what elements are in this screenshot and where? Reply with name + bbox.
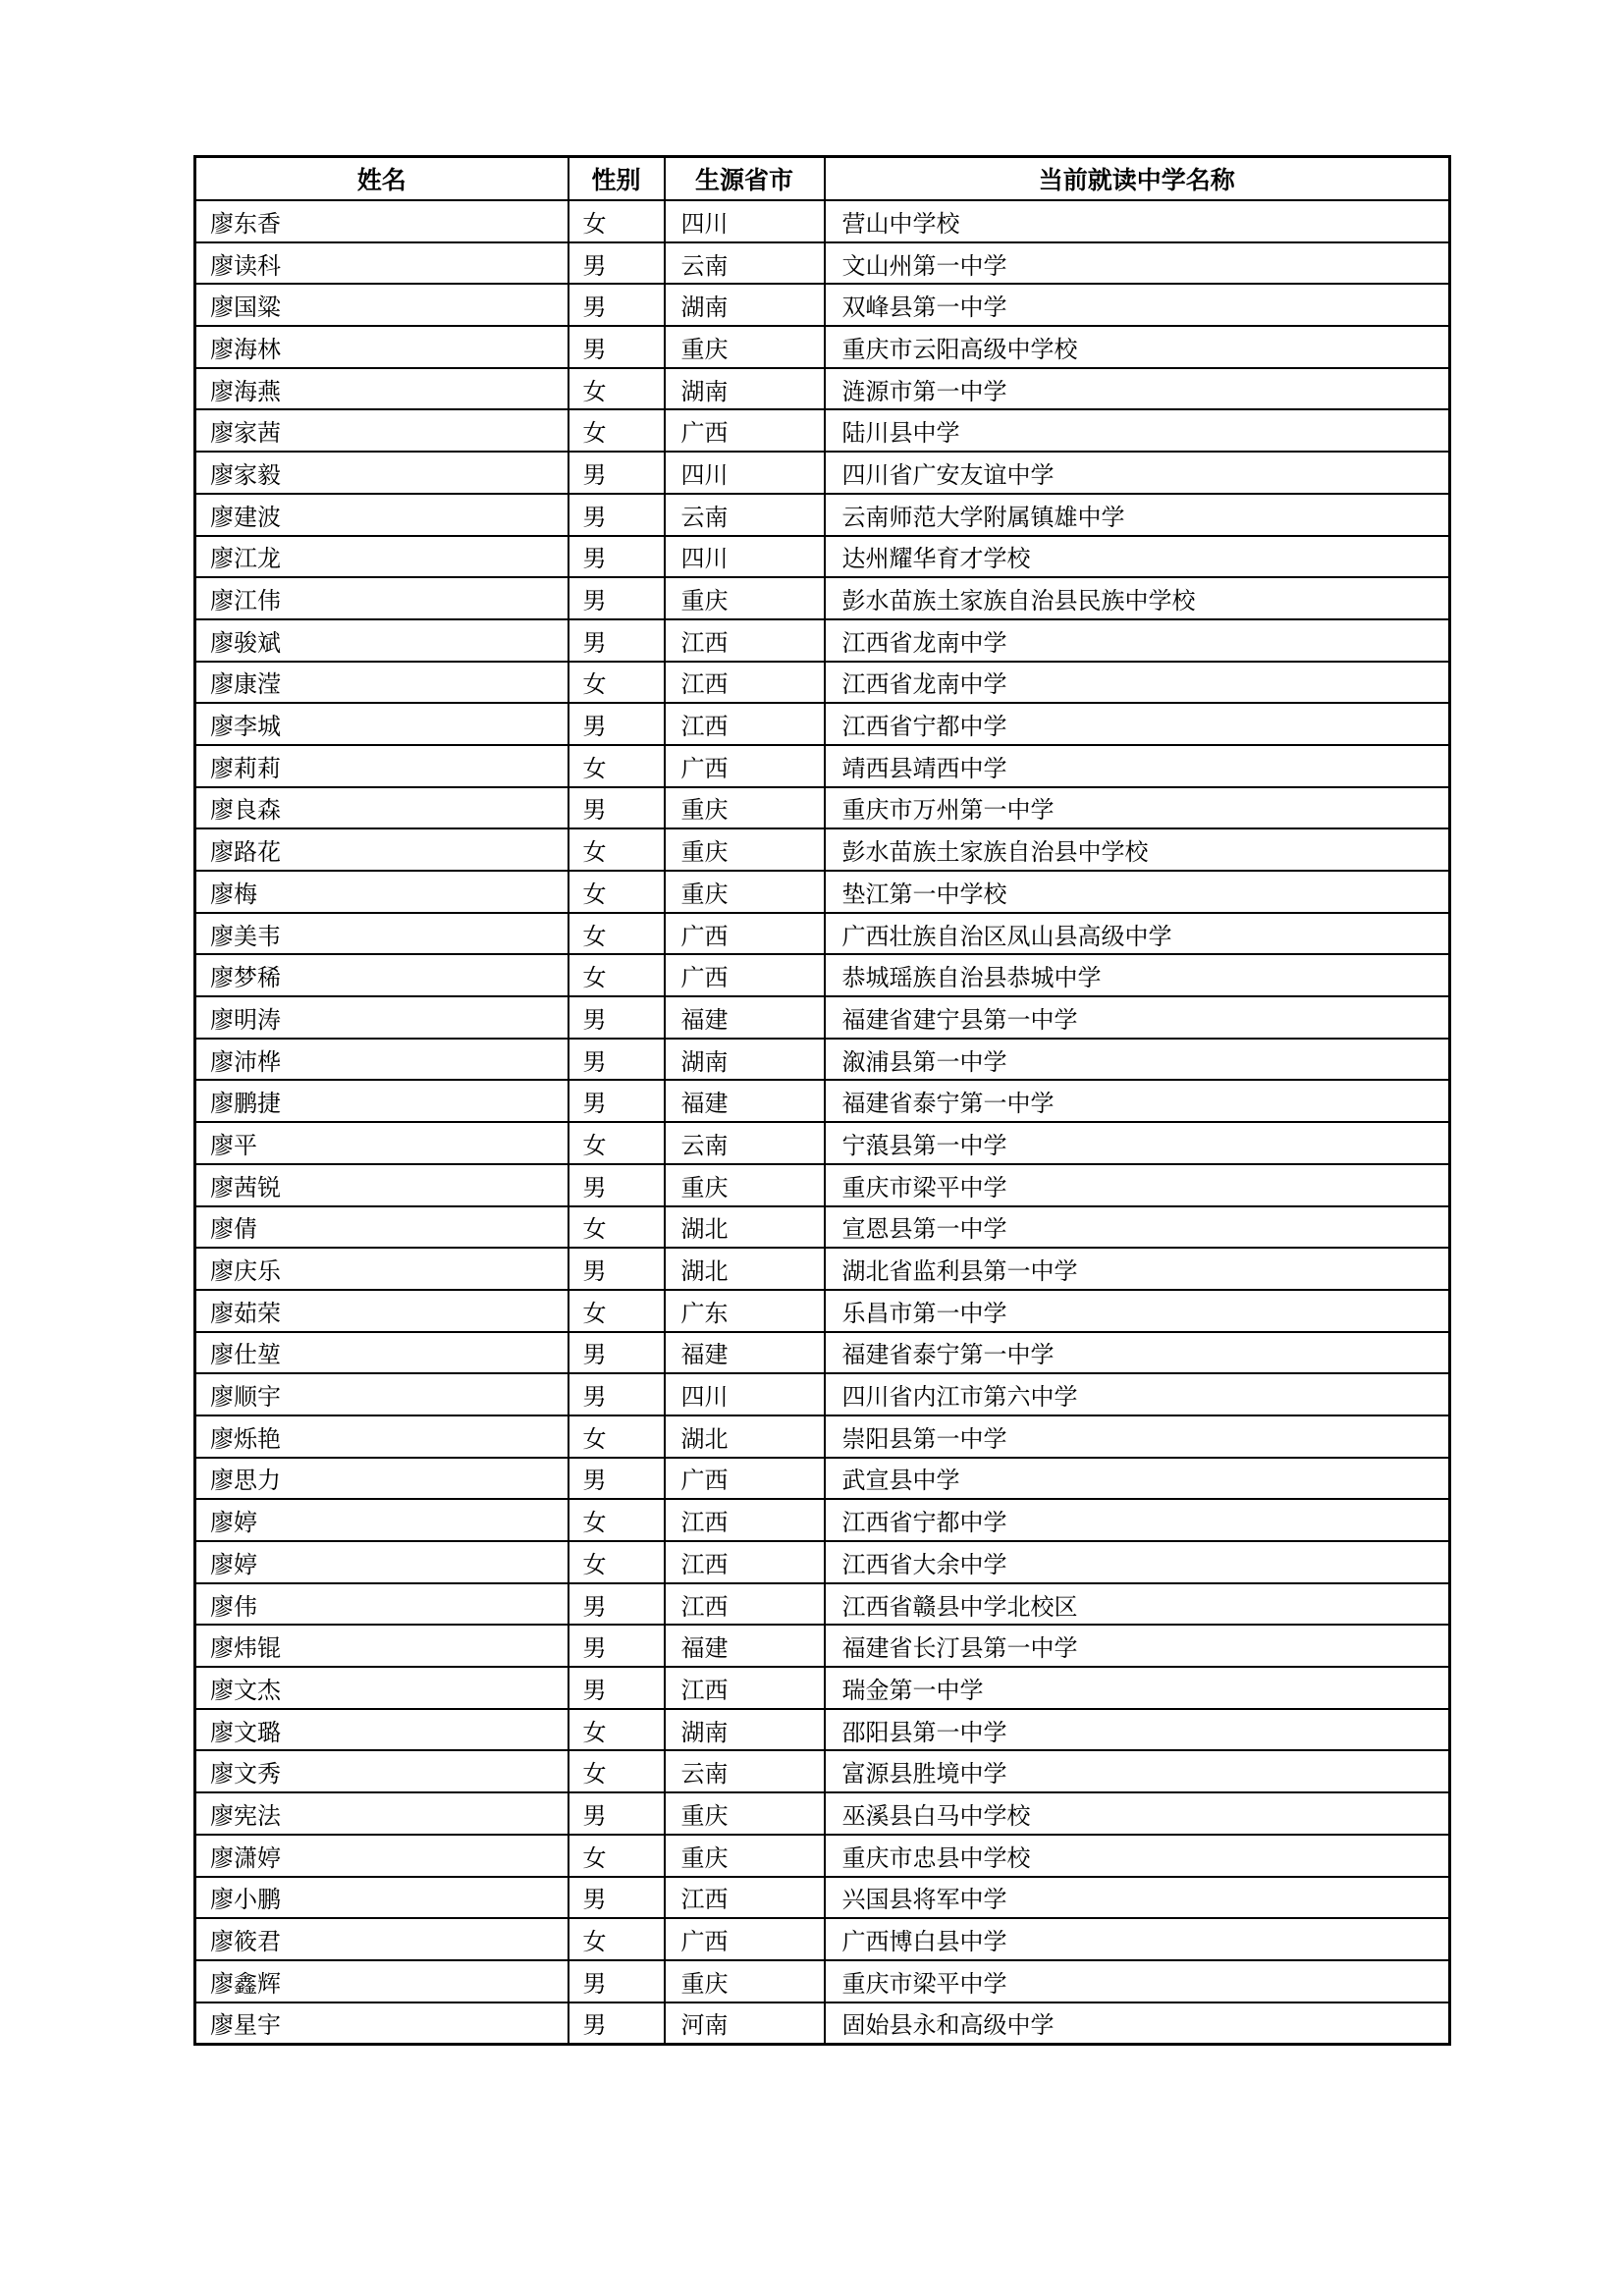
- cell-school: 江西省龙南中学: [825, 662, 1450, 704]
- table-row: [195, 284, 1450, 326]
- cell-name: 廖筱君: [195, 1918, 568, 1960]
- cell-gender: 男: [568, 703, 665, 745]
- cell-gender: 男: [568, 1877, 665, 1919]
- cell-name: 廖路花: [195, 828, 568, 871]
- cell-province: 重庆: [665, 1835, 825, 1877]
- cell-gender: 男: [568, 2002, 665, 2045]
- cell-school: 双峰县第一中学: [825, 284, 1450, 326]
- cell-province: 四川: [665, 200, 825, 242]
- cell-name: 廖江龙: [195, 536, 568, 578]
- table-row: [195, 996, 1450, 1039]
- cell-name: 廖读科: [195, 242, 568, 285]
- table-row: [195, 1080, 1450, 1122]
- cell-gender: 男: [568, 452, 665, 494]
- cell-school: 江西省宁都中学: [825, 703, 1450, 745]
- cell-gender: 男: [568, 619, 665, 662]
- cell-name: 廖康滢: [195, 662, 568, 704]
- table-row: [195, 242, 1450, 285]
- cell-name: 廖仕堃: [195, 1332, 568, 1374]
- cell-gender: 男: [568, 1332, 665, 1374]
- table-row: [195, 1583, 1450, 1626]
- cell-gender: 女: [568, 1750, 665, 1792]
- cell-province: 广东: [665, 1290, 825, 1332]
- cell-gender: 男: [568, 1164, 665, 1206]
- cell-province: 江西: [665, 619, 825, 662]
- cell-gender: 女: [568, 1918, 665, 1960]
- table-row: [195, 1499, 1450, 1541]
- cell-name: 廖建波: [195, 494, 568, 536]
- cell-school: 福建省长汀县第一中学: [825, 1625, 1450, 1667]
- cell-name: 廖茹荣: [195, 1290, 568, 1332]
- table-row: [195, 1206, 1450, 1249]
- cell-gender: 男: [568, 284, 665, 326]
- cell-school: 福建省泰宁第一中学: [825, 1080, 1450, 1122]
- cell-school: 广西壮族自治区凤山县高级中学: [825, 913, 1450, 955]
- cell-school: 乐昌市第一中学: [825, 1290, 1450, 1332]
- table-row: [195, 452, 1450, 494]
- cell-province: 江西: [665, 1877, 825, 1919]
- cell-gender: 女: [568, 200, 665, 242]
- cell-province: 江西: [665, 1541, 825, 1583]
- cell-school: 垫江第一中学校: [825, 871, 1450, 913]
- cell-gender: 女: [568, 1709, 665, 1751]
- cell-province: 重庆: [665, 577, 825, 619]
- table-row: [195, 326, 1450, 368]
- cell-gender: 男: [568, 326, 665, 368]
- table-row: [195, 1039, 1450, 1081]
- cell-school: 彭水苗族土家族自治县中学校: [825, 828, 1450, 871]
- cell-school: 富源县胜境中学: [825, 1750, 1450, 1792]
- cell-gender: 女: [568, 409, 665, 452]
- cell-school: 陆川县中学: [825, 409, 1450, 452]
- cell-school: 云南师范大学附属镇雄中学: [825, 494, 1450, 536]
- cell-name: 廖烁艳: [195, 1415, 568, 1458]
- cell-school: 四川省广安友谊中学: [825, 452, 1450, 494]
- table-row: [195, 200, 1450, 242]
- cell-province: 重庆: [665, 871, 825, 913]
- cell-province: 四川: [665, 1373, 825, 1415]
- cell-name: 廖海燕: [195, 368, 568, 410]
- header-province: 生源省市: [665, 157, 825, 201]
- cell-school: 巫溪县白马中学校: [825, 1792, 1450, 1835]
- cell-name: 廖家茜: [195, 409, 568, 452]
- cell-gender: 女: [568, 954, 665, 996]
- cell-school: 溆浦县第一中学: [825, 1039, 1450, 1081]
- table-row: [195, 1248, 1450, 1290]
- cell-school: 宁蒗县第一中学: [825, 1122, 1450, 1164]
- cell-gender: 男: [568, 1080, 665, 1122]
- cell-school: 彭水苗族土家族自治县民族中学校: [825, 577, 1450, 619]
- cell-name: 廖骏斌: [195, 619, 568, 662]
- table-row: [195, 368, 1450, 410]
- table-row: [195, 619, 1450, 662]
- cell-school: 江西省宁都中学: [825, 1499, 1450, 1541]
- cell-province: 广西: [665, 913, 825, 955]
- cell-school: 江西省赣县中学北校区: [825, 1583, 1450, 1626]
- cell-gender: 男: [568, 787, 665, 829]
- cell-school: 江西省龙南中学: [825, 619, 1450, 662]
- cell-gender: 女: [568, 1835, 665, 1877]
- cell-province: 江西: [665, 1583, 825, 1626]
- table-header: [195, 157, 1450, 201]
- cell-gender: 女: [568, 1415, 665, 1458]
- table-row: [195, 2002, 1450, 2045]
- cell-school: 达州耀华育才学校: [825, 536, 1450, 578]
- cell-province: 云南: [665, 494, 825, 536]
- cell-name: 廖梅: [195, 871, 568, 913]
- header-school: 当前就读中学名称: [825, 157, 1450, 201]
- cell-province: 福建: [665, 1080, 825, 1122]
- cell-name: 廖国粱: [195, 284, 568, 326]
- cell-province: 福建: [665, 996, 825, 1039]
- cell-province: 广西: [665, 1918, 825, 1960]
- cell-gender: 男: [568, 494, 665, 536]
- cell-name: 廖宪法: [195, 1792, 568, 1835]
- cell-province: 江西: [665, 1499, 825, 1541]
- cell-gender: 女: [568, 368, 665, 410]
- cell-gender: 女: [568, 1206, 665, 1249]
- cell-name: 廖东香: [195, 200, 568, 242]
- cell-province: 福建: [665, 1332, 825, 1374]
- cell-school: 营山中学校: [825, 200, 1450, 242]
- cell-gender: 女: [568, 913, 665, 955]
- cell-school: 重庆市梁平中学: [825, 1164, 1450, 1206]
- cell-name: 廖平: [195, 1122, 568, 1164]
- cell-gender: 女: [568, 1541, 665, 1583]
- cell-gender: 女: [568, 745, 665, 787]
- cell-province: 重庆: [665, 828, 825, 871]
- table-row: [195, 1541, 1450, 1583]
- table-row: [195, 1960, 1450, 2002]
- cell-province: 江西: [665, 662, 825, 704]
- cell-province: 湖北: [665, 1415, 825, 1458]
- header-gender: 性别: [568, 157, 665, 201]
- table-row: [195, 1750, 1450, 1792]
- cell-name: 廖江伟: [195, 577, 568, 619]
- table-row: [195, 954, 1450, 996]
- cell-school: 兴国县将军中学: [825, 1877, 1450, 1919]
- cell-gender: 男: [568, 1792, 665, 1835]
- cell-school: 重庆市云阳高级中学校: [825, 326, 1450, 368]
- table-row: [195, 1415, 1450, 1458]
- cell-school: 恭城瑶族自治县恭城中学: [825, 954, 1450, 996]
- cell-gender: 男: [568, 996, 665, 1039]
- cell-gender: 女: [568, 662, 665, 704]
- table-row: [195, 787, 1450, 829]
- cell-gender: 女: [568, 871, 665, 913]
- cell-school: 四川省内江市第六中学: [825, 1373, 1450, 1415]
- cell-province: 云南: [665, 1122, 825, 1164]
- cell-name: 廖良森: [195, 787, 568, 829]
- cell-school: 宣恩县第一中学: [825, 1206, 1450, 1249]
- header-name: 姓名: [195, 157, 568, 201]
- table-row: [195, 1373, 1450, 1415]
- table-row: [195, 703, 1450, 745]
- cell-school: 福建省建宁县第一中学: [825, 996, 1450, 1039]
- cell-school: 重庆市忠县中学校: [825, 1835, 1450, 1877]
- cell-province: 四川: [665, 536, 825, 578]
- cell-name: 廖思力: [195, 1458, 568, 1500]
- table-row: [195, 1792, 1450, 1835]
- cell-province: 湖北: [665, 1248, 825, 1290]
- cell-province: 广西: [665, 954, 825, 996]
- table-row: [195, 662, 1450, 704]
- cell-name: 廖李城: [195, 703, 568, 745]
- cell-name: 廖明涛: [195, 996, 568, 1039]
- cell-school: 瑞金第一中学: [825, 1667, 1450, 1709]
- cell-province: 云南: [665, 1750, 825, 1792]
- cell-school: 重庆市梁平中学: [825, 1960, 1450, 2002]
- cell-gender: 男: [568, 242, 665, 285]
- cell-province: 云南: [665, 242, 825, 285]
- table-row: [195, 745, 1450, 787]
- cell-gender: 男: [568, 1583, 665, 1626]
- table-row: [195, 1918, 1450, 1960]
- cell-gender: 男: [568, 1458, 665, 1500]
- cell-name: 廖婷: [195, 1499, 568, 1541]
- cell-gender: 女: [568, 1499, 665, 1541]
- cell-province: 重庆: [665, 1164, 825, 1206]
- cell-province: 广西: [665, 409, 825, 452]
- table-row: [195, 1877, 1450, 1919]
- table-body: [195, 200, 1450, 2045]
- header-row: [195, 157, 1450, 201]
- table-row: [195, 1290, 1450, 1332]
- cell-school: 重庆市万州第一中学: [825, 787, 1450, 829]
- cell-name: 廖鹏捷: [195, 1080, 568, 1122]
- cell-school: 涟源市第一中学: [825, 368, 1450, 410]
- cell-name: 廖文秀: [195, 1750, 568, 1792]
- table-row: [195, 1625, 1450, 1667]
- cell-name: 廖伟: [195, 1583, 568, 1626]
- cell-province: 河南: [665, 2002, 825, 2045]
- cell-school: 福建省泰宁第一中学: [825, 1332, 1450, 1374]
- cell-school: 崇阳县第一中学: [825, 1415, 1450, 1458]
- cell-name: 廖顺宇: [195, 1373, 568, 1415]
- table-row: [195, 828, 1450, 871]
- cell-province: 江西: [665, 703, 825, 745]
- cell-gender: 男: [568, 536, 665, 578]
- cell-gender: 男: [568, 1039, 665, 1081]
- cell-school: 文山州第一中学: [825, 242, 1450, 285]
- cell-province: 湖南: [665, 1039, 825, 1081]
- table-row: [195, 1332, 1450, 1374]
- cell-province: 重庆: [665, 1792, 825, 1835]
- cell-gender: 男: [568, 1248, 665, 1290]
- cell-gender: 男: [568, 1960, 665, 2002]
- cell-name: 廖星宇: [195, 2002, 568, 2045]
- cell-province: 福建: [665, 1625, 825, 1667]
- table-row: [195, 913, 1450, 955]
- cell-school: 邵阳县第一中学: [825, 1709, 1450, 1751]
- table-row: [195, 1122, 1450, 1164]
- cell-name: 廖梦稀: [195, 954, 568, 996]
- cell-name: 廖婷: [195, 1541, 568, 1583]
- cell-province: 江西: [665, 1667, 825, 1709]
- table-row: [195, 536, 1450, 578]
- cell-gender: 男: [568, 1667, 665, 1709]
- cell-province: 湖南: [665, 1709, 825, 1751]
- cell-gender: 女: [568, 1290, 665, 1332]
- cell-gender: 女: [568, 828, 665, 871]
- table-row: [195, 577, 1450, 619]
- cell-school: 固始县永和高级中学: [825, 2002, 1450, 2045]
- cell-school: 武宣县中学: [825, 1458, 1450, 1500]
- cell-gender: 女: [568, 1122, 665, 1164]
- table-row: [195, 1835, 1450, 1877]
- cell-province: 广西: [665, 1458, 825, 1500]
- cell-province: 湖北: [665, 1206, 825, 1249]
- cell-school: 广西博白县中学: [825, 1918, 1450, 1960]
- cell-name: 廖小鹏: [195, 1877, 568, 1919]
- cell-school: 江西省大余中学: [825, 1541, 1450, 1583]
- cell-name: 廖炜锟: [195, 1625, 568, 1667]
- cell-gender: 男: [568, 577, 665, 619]
- cell-province: 四川: [665, 452, 825, 494]
- table-row: [195, 1709, 1450, 1751]
- cell-name: 廖倩: [195, 1206, 568, 1249]
- cell-school: 湖北省监利县第一中学: [825, 1248, 1450, 1290]
- cell-province: 重庆: [665, 1960, 825, 2002]
- cell-province: 重庆: [665, 787, 825, 829]
- cell-province: 湖南: [665, 368, 825, 410]
- cell-name: 廖文杰: [195, 1667, 568, 1709]
- table-row: [195, 871, 1450, 913]
- cell-name: 廖茜锐: [195, 1164, 568, 1206]
- table-row: [195, 409, 1450, 452]
- cell-name: 廖海林: [195, 326, 568, 368]
- cell-province: 重庆: [665, 326, 825, 368]
- cell-name: 廖沛桦: [195, 1039, 568, 1081]
- cell-gender: 男: [568, 1373, 665, 1415]
- student-roster-table: [193, 155, 1451, 2046]
- cell-province: 湖南: [665, 284, 825, 326]
- table-row: [195, 494, 1450, 536]
- cell-name: 廖文璐: [195, 1709, 568, 1751]
- table-row: [195, 1164, 1450, 1206]
- cell-name: 廖莉莉: [195, 745, 568, 787]
- cell-name: 廖庆乐: [195, 1248, 568, 1290]
- table-row: [195, 1667, 1450, 1709]
- table-row: [195, 1458, 1450, 1500]
- cell-province: 广西: [665, 745, 825, 787]
- cell-gender: 男: [568, 1625, 665, 1667]
- cell-name: 廖潇婷: [195, 1835, 568, 1877]
- cell-school: 靖西县靖西中学: [825, 745, 1450, 787]
- cell-name: 廖家毅: [195, 452, 568, 494]
- cell-name: 廖美韦: [195, 913, 568, 955]
- cell-name: 廖鑫辉: [195, 1960, 568, 2002]
